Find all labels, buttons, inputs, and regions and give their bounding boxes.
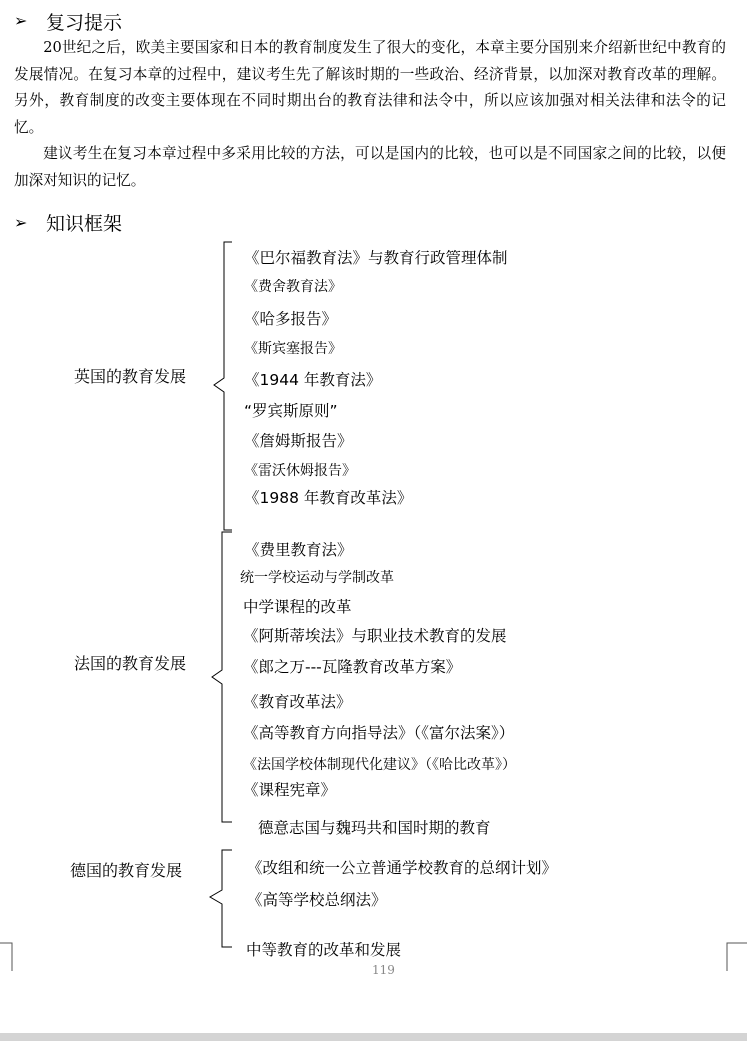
framework-heading: 知识框架 [46,213,123,235]
bullet-arrow-icon: ➢ [14,11,28,30]
list-item: 中等教育的改革和发展 [246,941,402,959]
list-item: “罗宾斯原则” [244,402,338,420]
list-item: 《法国学校体制现代化建议》（《哈比改革》） [243,757,516,773]
list-item: 《阿斯蒂埃法》与职业技术教育的发展 [243,627,507,645]
list-item: 《改组和统一公立普通学校教育的总纲计划》 [247,859,558,877]
list-item: 《1988 年教育改革法》 [244,489,413,507]
list-item: 《高等教育方向指导法》（《富尔法案》） [243,724,515,742]
bottom-scroll-bar [0,1033,747,1041]
list-item: 《雷沃休姆报告》 [244,463,356,479]
list-item: 《教育改革法》 [243,693,352,711]
list-item: 《巴尔福教育法》与教育行政管理体制 [244,249,508,267]
group-label-france: 法国的教育发展 [74,654,187,673]
group-label-germany: 德国的教育发展 [70,861,183,880]
list-item: 《詹姆斯报告》 [244,432,353,450]
list-item: 《1944 年教育法》 [244,371,382,389]
review-heading: 复习提示 [46,12,123,34]
page-number: 119 [372,963,395,977]
list-item: 《哈多报告》 [244,310,338,328]
list-item: 《课程宪章》 [243,781,337,799]
list-item: 《费里教育法》 [244,541,353,559]
bullet-arrow-icon: ➢ [14,213,28,232]
list-item: 《高等学校总纲法》 [247,891,387,909]
review-paragraph-1: 20世纪之后，欧美主要国家和日本的教育制度发生了很大的变化，本章主要分国别来介绍新世纪中教育的发展情况。在复习本章的过程中，建议考生先了解该时期的一些政治、经济背景，以加深对教育改革的理解。另外，教育制度的改变主要体现在不同时期出台的教育法律和法令中，所以应该加强对相关法律和法令的记忆。 [14,39,726,136]
list-item: 德意志国与魏玛共和国时期的教育 [258,819,491,837]
list-item: 《斯宾塞报告》 [244,341,342,357]
list-item: 中学课程的改革 [243,598,352,616]
review-paragraph-2: 建议考生在复习本章过程中多采用比较的方法，可以是国内的比较，也可以是不同国家之间的比较，以便加深对知识的记忆。 [14,145,726,189]
group-label-england: 英国的教育发展 [74,367,187,386]
list-item: 统一学校运动与学制改革 [240,570,394,586]
list-item: 《郎之万---瓦隆教育改革方案》 [243,658,462,676]
list-item: 《费舍教育法》 [244,279,342,295]
